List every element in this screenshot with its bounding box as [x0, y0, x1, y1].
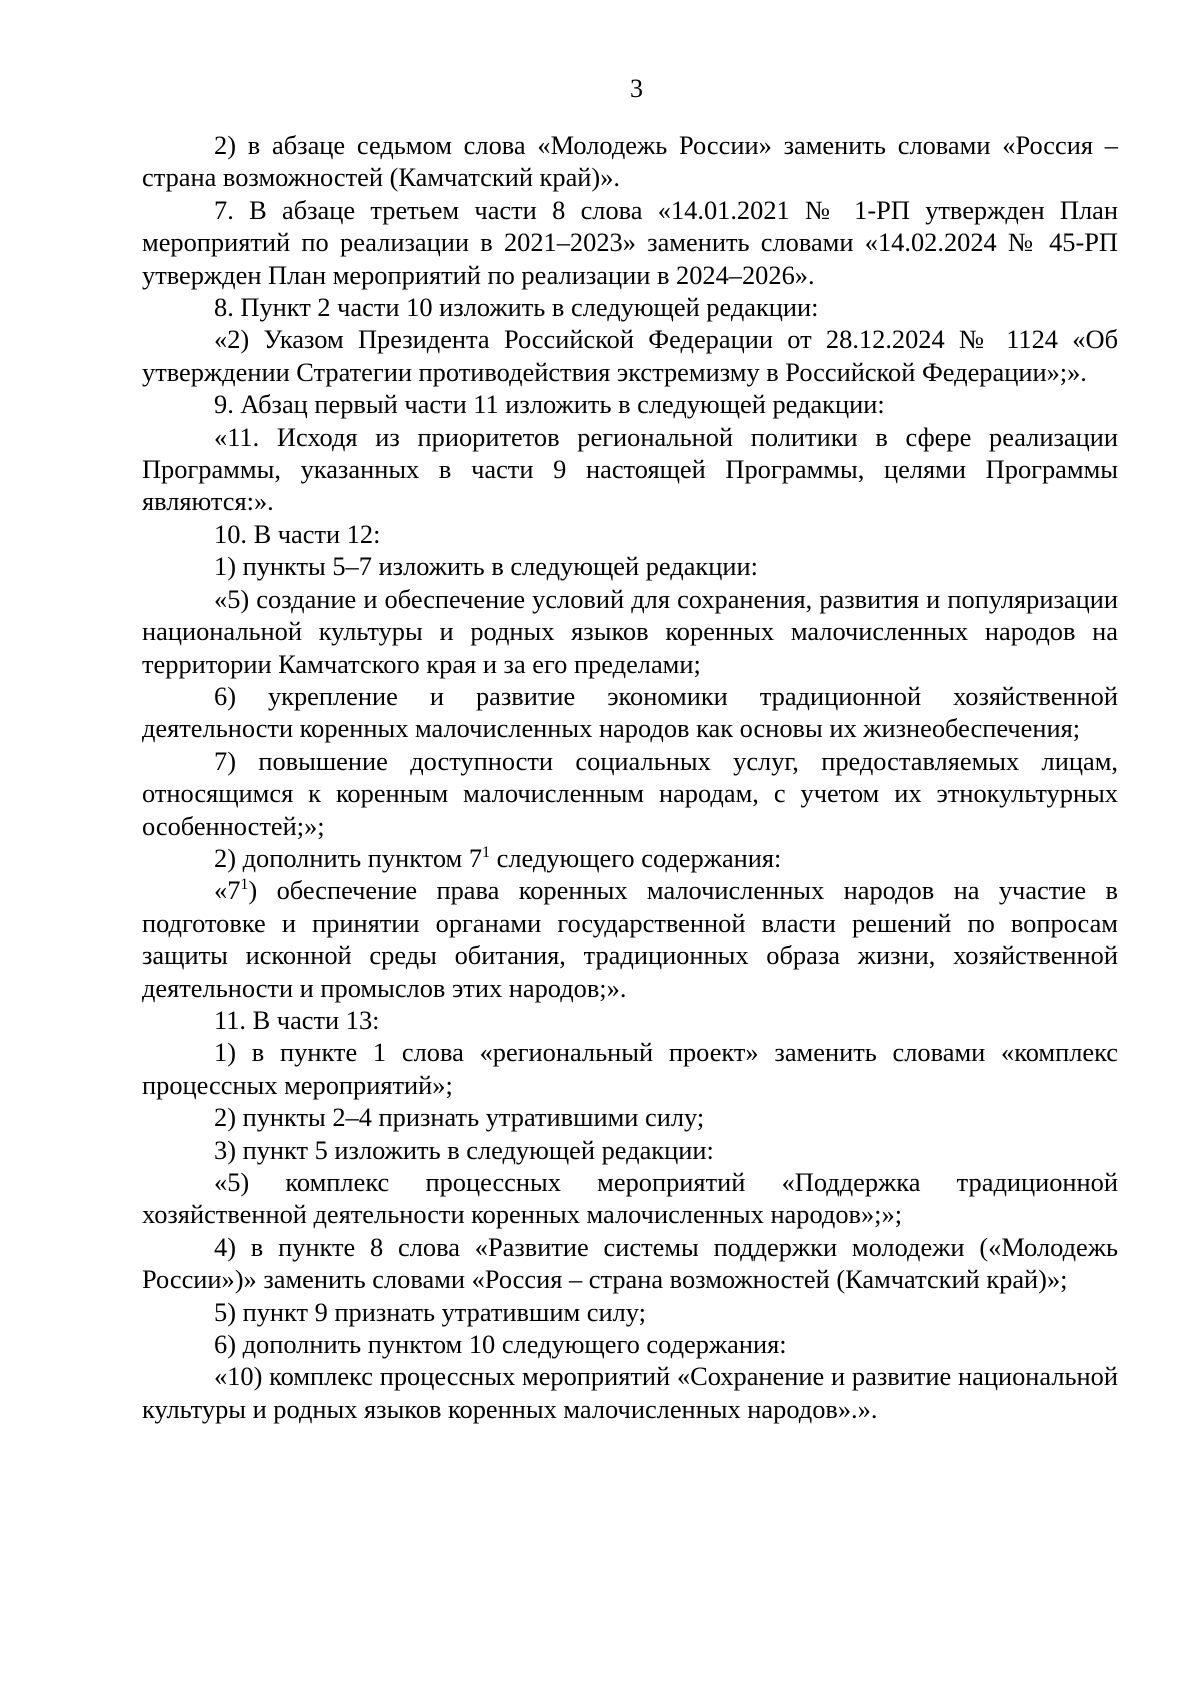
paragraph: 9. Абзац первый части 11 изложить в следующей редакции:: [214, 389, 885, 420]
paragraph: 1) в пункте 1 слова «региональный проект» заменить словами «комплекс процессных мероприятий»;: [142, 1037, 1118, 1100]
paragraph: 3) пункт 5 изложить в следующей редакции:: [214, 1134, 714, 1165]
text-run: следующего содержания:: [490, 842, 782, 873]
paragraph: 1) пункты 5–7 изложить в следующей редакции:: [214, 551, 758, 582]
paragraph: «11. Исходя из приоритетов региональной политики в сфере реализации Программы, указанных в части 9 настоящей Программы, целями Программы являются:».: [142, 421, 1118, 517]
page-number: 3: [630, 74, 643, 103]
paragraph: «2) Указом Президента Российской Федерации от 28.12.2024 № 1124 «Об утверждении Стратегии противодействия экстремизму в Российской Федерации»;».: [142, 324, 1118, 387]
paragraph: 7. В абзаце третьем части 8 слова «14.01.2021 № 1-РП утвержден План мероприятий по реализации в 2021–2023» заменить словами «14.02.2024 № 45-РП утвержден План мероприятий по реализации в 2024–2026».: [142, 194, 1118, 290]
superscript: 1: [482, 843, 491, 861]
paragraph: 6) укрепление и развитие экономики традиционной хозяйственной деятельности коренных малочисленных народов как основы их жизнеобеспечения;: [142, 680, 1118, 744]
paragraph: «5) комплекс процессных мероприятий «Поддержка традиционной хозяйственной деятельности коренных малочисленных народов»;»;: [142, 1167, 1118, 1230]
paragraph: 2) пункты 2–4 признать утратившими силу;: [214, 1102, 705, 1133]
paragraph: 6) дополнить пунктом 10 следующего содержания:: [214, 1329, 787, 1360]
paragraph: 2) в абзаце седьмом слова «Молодежь России» заменить словами «Россия – страна возможностей (Камчатский край)».: [142, 130, 1118, 193]
paragraph: 11. В части 13:: [214, 1004, 380, 1035]
superscript: 1: [240, 876, 249, 894]
paragraph: 5) пункт 9 признать утратившим силу;: [214, 1296, 646, 1327]
paragraph: 10. В части 12:: [214, 518, 381, 549]
text-run: 2) дополнить пунктом 7: [214, 842, 483, 873]
paragraph: 8. Пункт 2 части 10 изложить в следующей редакции:: [214, 292, 819, 323]
paragraph: «10) комплекс процессных мероприятий «Сохранение и развитие национальной культуры и родных языков коренных малочисленных народов».».: [142, 1361, 1118, 1424]
paragraph: «5) создание и обеспечение условий для сохранения, развития и популяризации национальной культуры и родных языков коренных малочисленных народов на территории Камчатского края и за его пределами;: [142, 583, 1118, 679]
text-run: ) обеспечение права коренных малочисленных народов на участие в подготовке и принятии органами государственной власти решений по вопросам защиты исконной среды обитания, традиционных образа жизни, хозяйственной деятельности и промыслов этих народов;».: [142, 875, 1118, 1003]
text-run: «7: [214, 875, 241, 906]
document-body: [142, 129, 1118, 1425]
paragraph: [142, 842, 1118, 874]
paragraph: 7) повышение доступности социальных услуг, предоставляемых лицам, относящимся к коренным малочисленным народам, с учетом их этнокультурных особенностей;»;: [142, 745, 1118, 841]
paragraph: 4) в пункте 8 слова «Развитие системы поддержки молодежи («Молодежь России»)» заменить словами «Россия – страна возможностей (Камчатский край)»;: [142, 1231, 1118, 1295]
paragraph: [142, 874, 1118, 1004]
